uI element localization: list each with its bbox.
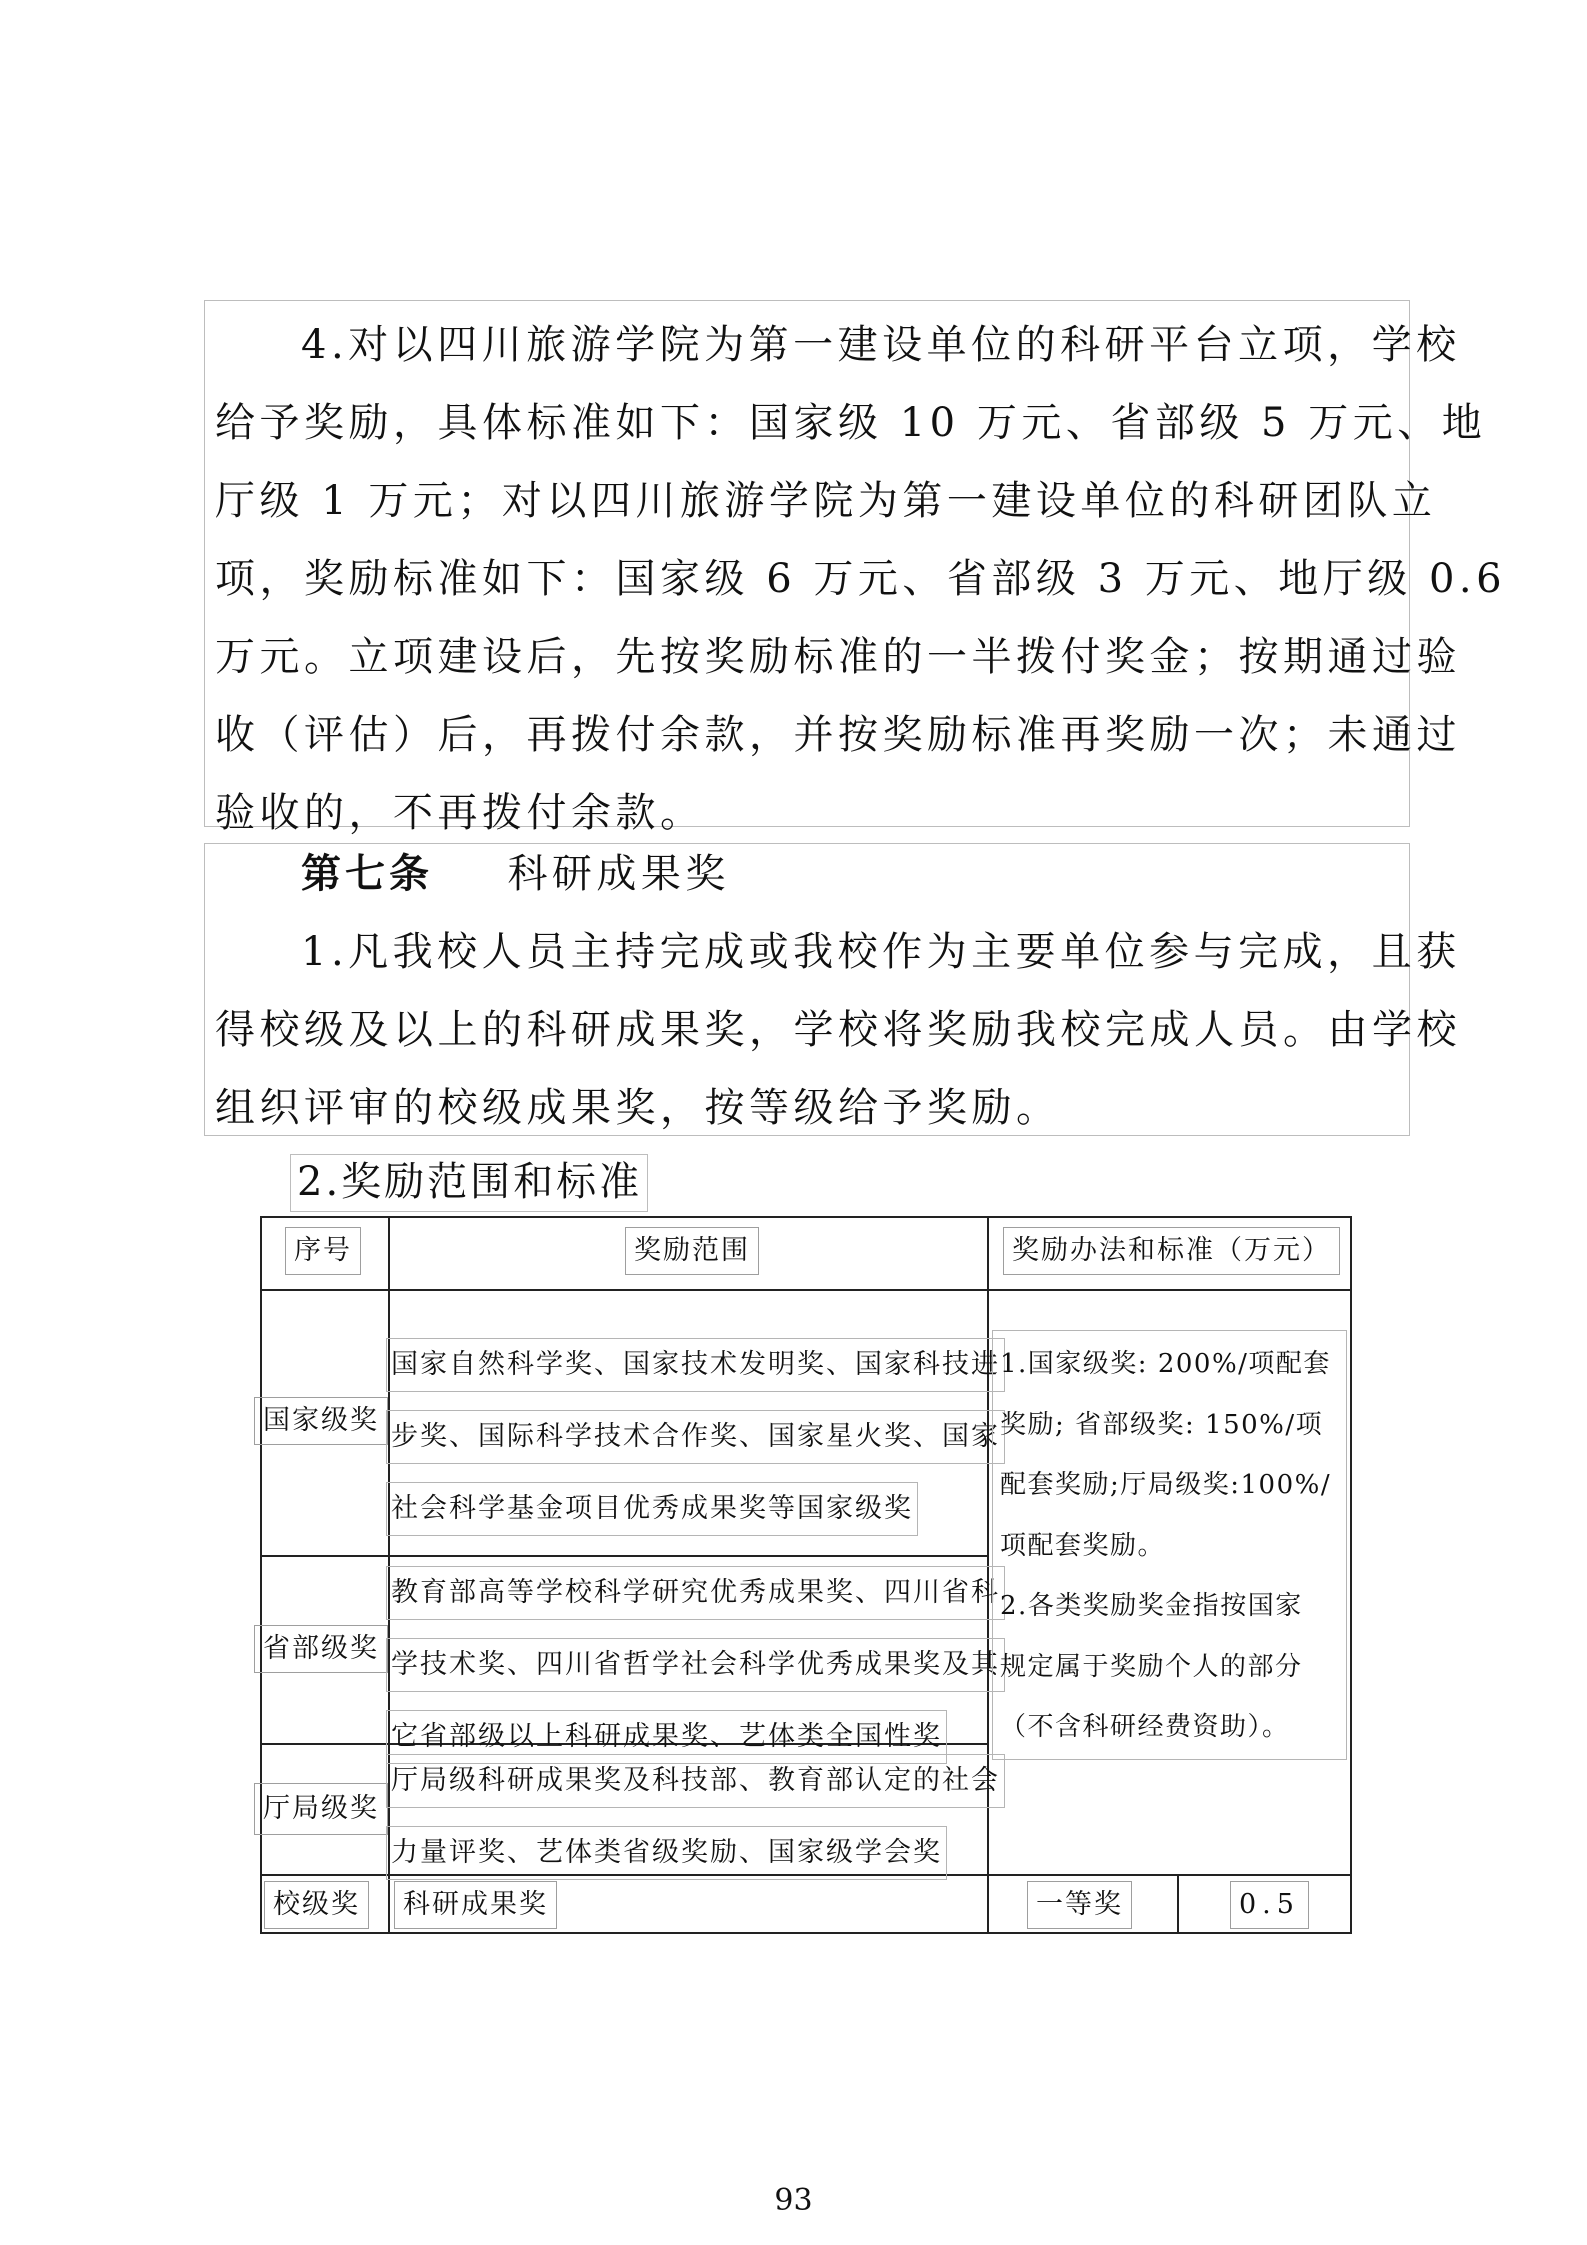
header-standard: 奖励办法和标准（万元） (1003, 1227, 1340, 1275)
paragraph-4 (215, 306, 1507, 852)
header-seq: 序号 (285, 1227, 361, 1275)
article-7-line: 得校级及以上的科研成果奖，学校将奖励我校完成人员。由学校 (215, 1007, 1461, 1053)
scope-national (386, 1332, 1000, 1548)
standard-text (1000, 1334, 1345, 1758)
level-school: 校级奖 (264, 1881, 369, 1929)
article-7 (215, 835, 1461, 1147)
scope-line: 步奖、国际科学技术合作奖、国家星火奖、国家 (386, 1410, 1005, 1464)
level-national: 国家级奖 (254, 1397, 388, 1445)
article-7-title: 科研成果奖 (507, 851, 730, 897)
scope-line: 厅局级科研成果奖及科技部、教育部认定的社会 (386, 1754, 1005, 1808)
standard-line: 1.国家级奖: 200%/项配套 (1000, 1349, 1331, 1379)
paragraph-4-line: 万元。立项建设后，先按奖励标准的一半拨付奖金；按期通过验 (215, 634, 1461, 680)
article-7-line: 1.凡我校人员主持完成或我校作为主要单位参与完成，且获 (301, 929, 1461, 975)
page-number: 93 (774, 2183, 813, 2218)
level-provincial: 省部级奖 (254, 1625, 388, 1673)
paragraph-4-line: 4.对以四川旅游学院为第一建设单位的科研平台立项，学校 (301, 322, 1461, 368)
paragraph-4-line: 验收的，不再拨付余款。 (215, 790, 705, 836)
paragraph-4-line: 给予奖励，具体标准如下：国家级 10 万元、省部级 5 万元、地 (215, 400, 1487, 446)
grade-school: 一等奖 (1027, 1881, 1132, 1929)
scope-line: 国家自然科学奖、国家技术发明奖、国家科技进 (386, 1338, 1005, 1392)
article-7-heading: 第七条 (301, 850, 433, 897)
scope-school: 科研成果奖 (394, 1881, 557, 1929)
level-bureau: 厅局级奖 (254, 1783, 388, 1835)
header-scope: 奖励范围 (625, 1227, 759, 1275)
scope-line: 学技术奖、四川省哲学社会科学优秀成果奖及其 (386, 1638, 1005, 1692)
scope-line: 它省部级以上科研成果奖、艺体类全国性奖 (386, 1710, 947, 1764)
standard-line: 规定属于奖励个人的部分 (1000, 1651, 1303, 1682)
paragraph-4-line: 项，奖励标准如下：国家级 6 万元、省部级 3 万元、地厅级 0.6 (215, 556, 1507, 602)
standard-line: （不含科研经费资助）。 (1000, 1712, 1290, 1742)
scope-line: 教育部高等学校科学研究优秀成果奖、四川省科 (386, 1566, 1005, 1620)
article-7-line: 组织评审的校级成果奖，按等级给予奖励。 (215, 1085, 1061, 1131)
paragraph-4-line: 厅级 1 万元；对以四川旅游学院为第一建设单位的科研团队立 (215, 478, 1437, 524)
scope-provincial (386, 1560, 1000, 1776)
scope-line: 力量评奖、艺体类省级奖励、国家级学会奖 (386, 1826, 947, 1880)
amount-school: 0.5 (1230, 1881, 1309, 1929)
standard-line: 配套奖励;厅局级奖:100%/ (1000, 1470, 1332, 1500)
standard-line: 奖励; 省部级奖: 150%/项 (1000, 1409, 1324, 1440)
paragraph-4-line: 收（评估）后，再拨付余款，并按奖励标准再奖励一次；未通过 (215, 712, 1461, 758)
scope-line: 社会科学基金项目优秀成果奖等国家级奖 (386, 1482, 918, 1536)
standard-line: 项配套奖励。 (1000, 1530, 1166, 1561)
item-2-title: 2.奖励范围和标准 (297, 1159, 643, 1205)
standard-line: 2.各类奖励奖金指按国家 (1000, 1591, 1303, 1621)
scope-bureau (386, 1748, 1000, 1892)
